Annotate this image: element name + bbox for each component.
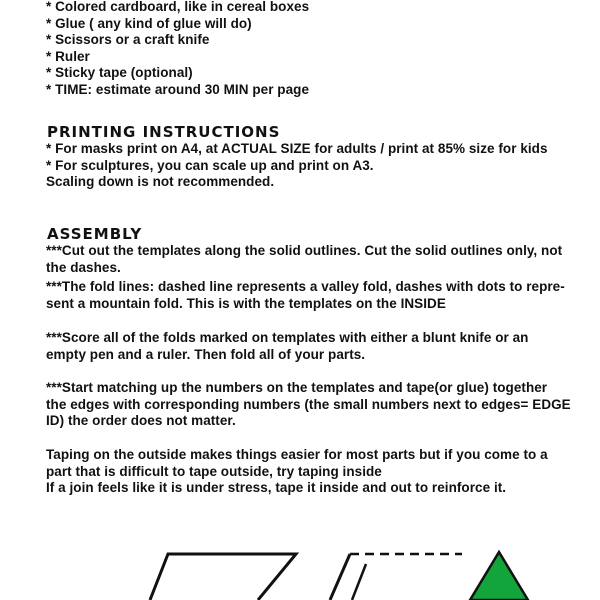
assembly-line: ***Cut out the templates along the solid outlines. Cut the solid outlines only, not [46, 243, 563, 258]
green-triangle-shape [470, 552, 528, 600]
printing-line: Scaling down is not recommended. [46, 174, 275, 190]
materials-list [46, 0, 309, 99]
materials-item: * Ruler [46, 48, 90, 64]
solid-outline-shape [150, 554, 296, 600]
assembly-line: ***Score all of the folds marked on templates with either a blunt knife or an [46, 330, 529, 345]
fold-diagram-illustration [0, 540, 600, 600]
assembly-cut-paragraph [46, 243, 562, 276]
assembly-line: part that is difficult to tape outside, try taping inside [46, 463, 382, 479]
materials-item: * Sticky tape (optional) [46, 65, 193, 81]
assembly-fold-paragraph [46, 279, 565, 312]
assembly-line: the edges with corresponding numbers (the small numbers next to edges= EDGE [46, 396, 571, 412]
assembly-heading: ASSEMBLY [47, 225, 143, 243]
assembly-line: Taping on the outside makes things easier for most parts but if you come to a [46, 447, 548, 462]
printing-instructions [46, 141, 548, 191]
assembly-tape-paragraph [46, 447, 548, 497]
printing-line: * For masks print on A4, at ACTUAL SIZE for adults / print at 85% size for kids [46, 141, 548, 156]
assembly-line: ***The fold lines: dashed line represents a valley fold, dashes with dots to repre- [46, 279, 565, 294]
assembly-match-paragraph [46, 380, 571, 430]
materials-item: * Scissors or a craft knife [46, 32, 210, 48]
materials-item: * Colored cardboard, like in cereal boxes [46, 0, 310, 14]
outline-edge [352, 564, 366, 600]
assembly-line: the dashes. [46, 259, 121, 275]
materials-item: * TIME: estimate around 30 MIN per page [46, 81, 310, 97]
outline-edge [330, 554, 350, 600]
assembly-line: If a join feels like it is under stress, tape it inside and out to reinforce it. [46, 480, 507, 496]
assembly-line: ***Start matching up the numbers on the templates and tape(or glue) together [46, 380, 548, 395]
assembly-line: sent a mountain fold. This is with the templates on the INSIDE [46, 295, 446, 311]
materials-item: * Glue ( any kind of glue will do) [46, 15, 252, 31]
assembly-line: empty pen and a ruler. Then fold all of your parts. [46, 346, 366, 362]
assembly-score-paragraph [46, 330, 528, 363]
assembly-line: ID) the order does not matter. [46, 413, 236, 429]
printing-instructions-heading: PRINTING INSTRUCTIONS [47, 123, 281, 141]
printing-line: * For sculptures, you can scale up and print on A3. [46, 157, 374, 173]
